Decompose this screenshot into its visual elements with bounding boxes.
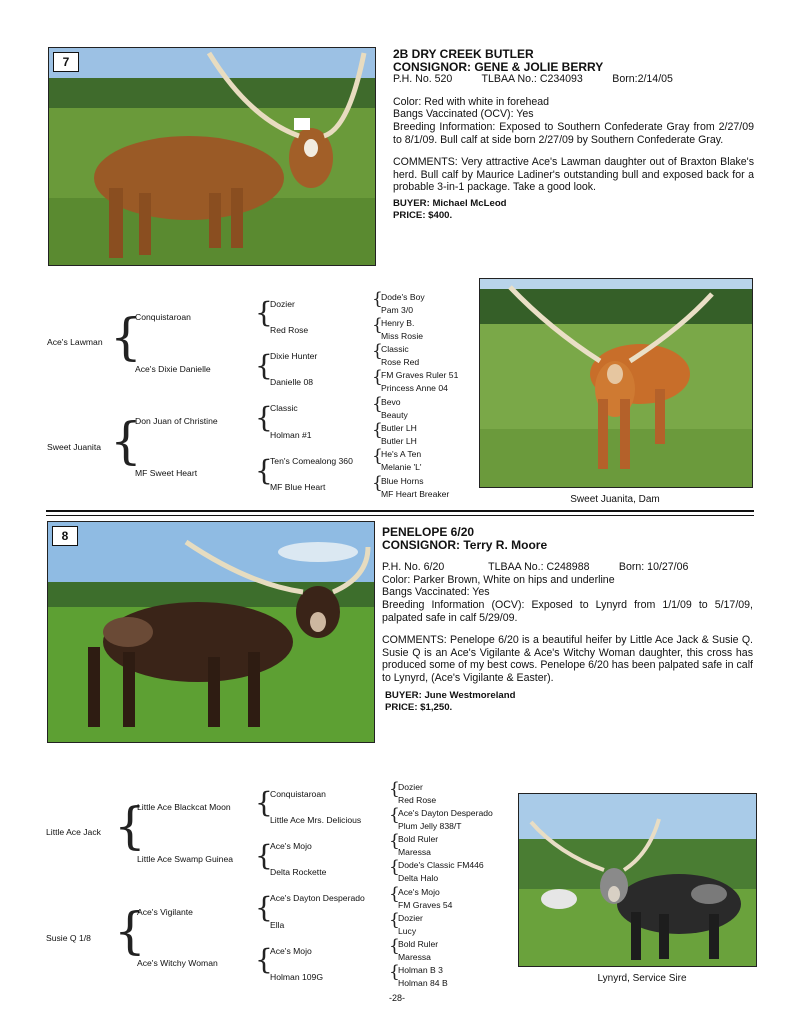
section-divider — [46, 515, 754, 516]
lot7-g4: Bevo — [381, 397, 401, 407]
brace: { — [372, 394, 383, 414]
lot7-g2: Conquistaroan — [135, 312, 191, 322]
brace: { — [255, 401, 273, 434]
lot8-g3: Holman 109G — [270, 972, 324, 982]
lot7-g3: MF Blue Heart — [270, 482, 326, 492]
lot7-g2: Don Juan of Christine — [135, 416, 218, 426]
lot7-g3: Danielle 08 — [270, 377, 313, 387]
lot8-ids: P.H. No. 6/20 TLBAA No.: C248988 Born: 10/27/06 — [382, 561, 689, 574]
lot8-g4: Maressa — [398, 952, 431, 962]
lot7-g4: Princess Anne 04 — [381, 383, 448, 393]
lot7-comments: COMMENTS: Very attractive Ace's Lawman daughter out of Braxton Blake's herd. Bull calf by Maurice Ladiner's outstanding bull and exposed back for a probable 3-in-1 package. Take a good look. — [393, 156, 754, 194]
lot8-color: Color: Parker Brown, White on hips and underline — [382, 573, 615, 586]
lot8-g2: Little Ace Blackcat Moon — [137, 802, 231, 812]
lot7-g3: Red Rose — [270, 325, 309, 335]
lot7-g3: Ten's Comealong 360 — [270, 456, 353, 466]
lot8-g2: Little Ace Swamp Guinea — [137, 854, 234, 864]
lot8-number: 8 — [52, 526, 78, 546]
lot8-g4: Dozier — [398, 913, 423, 923]
lot8-g3: Ace's Mojo — [270, 841, 312, 851]
lot7-g4: Pam 3/0 — [381, 305, 414, 315]
lot8-g4: FM Graves 54 — [398, 900, 453, 910]
lot8-sire-photo — [518, 793, 757, 967]
lot7-g4: Henry B. — [381, 318, 415, 328]
lot7-g4: FM Graves Ruler 51 — [381, 370, 459, 380]
lot8-g4: Holman 84 B — [398, 978, 448, 988]
lot8-breeding: Breeding Information (OCV): Exposed to Lynyrd from 1/1/09 to 5/17/09, palpated safe in calf 5/29/09. — [382, 598, 753, 624]
lot8-consignor: CONSIGNOR: Terry R. Moore — [382, 537, 548, 552]
lot7-info — [393, 48, 754, 222]
brace: { — [372, 315, 383, 335]
brace: { — [255, 454, 273, 487]
brace: { — [255, 296, 273, 329]
brace: { — [389, 805, 400, 825]
lot8-price: PRICE: $1,250. — [385, 701, 453, 713]
brace: { — [255, 943, 273, 976]
lot8-g3: Delta Rockette — [270, 867, 327, 877]
lot7-g4: Butler LH — [381, 423, 417, 433]
lot8-bangs: Bangs Vaccinated: Yes — [382, 586, 490, 599]
brace: { — [372, 367, 383, 387]
lot8-info — [382, 526, 753, 714]
brace: { — [110, 412, 142, 470]
lot8-g4: Bold Ruler — [398, 834, 439, 844]
lot8-sire: Little Ace Jack — [46, 827, 101, 837]
lot8-g3: Ace's Dayton Desperado — [270, 893, 365, 903]
lot8-g2: Ace's Witchy Woman — [137, 958, 218, 968]
lot7-g3: Classic — [270, 403, 298, 413]
brace: { — [372, 420, 383, 440]
brace: { — [389, 779, 400, 799]
brace: { — [372, 341, 383, 361]
lot8-g3: Conquistaroan — [270, 789, 326, 799]
lot8-g3: Ace's Mojo — [270, 946, 312, 956]
lot8-g4: Bold Ruler — [398, 939, 439, 949]
lot7-g4: Beauty — [381, 410, 408, 420]
lot7-color: Color: Red with white in forehead — [393, 95, 550, 108]
brace: { — [114, 797, 146, 855]
lot8-photo-caption: Lynyrd, Service Sire — [597, 973, 687, 984]
brace: { — [389, 831, 400, 851]
lot8-g4: Ace's Mojo — [398, 887, 440, 897]
lot7-g4: Blue Horns — [381, 476, 424, 486]
brace: { — [389, 857, 400, 877]
page-number: -28- — [389, 993, 406, 1003]
brace: { — [255, 839, 273, 872]
lot8-g4: Red Rose — [398, 795, 437, 805]
brace: { — [255, 786, 273, 819]
lot7-photo-caption: Sweet Juanita, Dam — [570, 494, 660, 505]
lot7-name: 2B DRY CREEK BUTLER — [393, 47, 534, 61]
lot8-name: PENELOPE 6/20 — [382, 525, 475, 539]
brace: { — [255, 349, 273, 382]
lot7-price: PRICE: $400. — [393, 209, 453, 221]
brace: { — [372, 289, 383, 309]
lot8-comments: COMMENTS: Penelope 6/20 is a beautiful heifer by Little Ace Jack & Susie Q. Susie Q is an Ace's Vigilante & Ace's Witchy Woman daughter, this cross has produced some of my best cows. Penelope 6/20 has been palpated safe in calf to Lynyrd, (Ace's Vigilante & Easter). — [382, 634, 753, 684]
brace: { — [389, 910, 400, 930]
brace: { — [389, 936, 400, 956]
lot8-cow-photo — [47, 521, 375, 743]
lot7-bangs: Bangs Vaccinated (OCV): Yes — [393, 108, 534, 121]
lot7-sire: Ace's Lawman — [47, 337, 103, 347]
lot7-g4: MF Heart Breaker — [381, 489, 450, 499]
lot7-g4: Rose Red — [381, 357, 420, 367]
section-divider — [46, 510, 754, 512]
lot7-buyer: BUYER: Michael McLeod — [393, 197, 507, 209]
lot7-breeding: Breeding Information: Exposed to Southern Confederate Gray from 2/27/09 to 8/1/09. Bull calf at side born 2/27/09 by Southern Confederate Gray. — [393, 120, 754, 146]
brace: { — [372, 473, 383, 493]
lot8-g4: Holman B 3 — [398, 965, 443, 975]
lot8-buyer: BUYER: June Westmoreland — [385, 689, 516, 701]
brace: { — [114, 902, 146, 960]
brace: { — [110, 308, 142, 366]
lot7-g4: He's A Ten — [381, 449, 422, 459]
lot7-g4: Classic — [381, 344, 409, 354]
lot7-g4: Melanie 'L' — [381, 462, 422, 472]
brace: { — [389, 962, 400, 982]
lot8-dam: Susie Q 1/8 — [46, 933, 91, 943]
lot8-g3: Ella — [270, 920, 285, 930]
lot8-g4: Delta Halo — [398, 873, 439, 883]
lot7-cow-photo — [48, 47, 376, 266]
lot7-dam-photo — [479, 278, 753, 488]
lot7-consignor: CONSIGNOR: GENE & JOLIE BERRY — [393, 59, 604, 74]
lot8-g2: Ace's Vigilante — [137, 907, 193, 917]
lot7-number: 7 — [53, 52, 79, 72]
lot8-g4: Ace's Dayton Desperado — [398, 808, 493, 818]
lot7-g4: Dode's Boy — [381, 292, 425, 302]
brace: { — [255, 891, 273, 924]
lot7-g2: MF Sweet Heart — [135, 468, 198, 478]
lot7-g3: Dozier — [270, 299, 295, 309]
lot7-dam: Sweet Juanita — [47, 442, 101, 452]
lot7-ids: P.H. No. 520 TLBAA No.: C234093 Born:2/14/05 — [393, 73, 673, 86]
lot8-g3: Little Ace Mrs. Delicious — [270, 815, 362, 825]
brace: { — [372, 446, 383, 466]
lot7-g3: Holman #1 — [270, 430, 312, 440]
brace: { — [389, 884, 400, 904]
lot7-g3: Dixie Hunter — [270, 351, 318, 361]
lot8-g4: Dode's Classic FM446 — [398, 860, 484, 870]
lot7-g4: Miss Rosie — [381, 331, 424, 341]
lot8-g4: Plum Jelly 838/T — [398, 821, 462, 831]
lot7-g4: Butler LH — [381, 436, 417, 446]
lot7-g2: Ace's Dixie Danielle — [135, 364, 211, 374]
lot8-g4: Lucy — [398, 926, 417, 936]
lot8-g4: Dozier — [398, 782, 423, 792]
lot8-g4: Maressa — [398, 847, 431, 857]
